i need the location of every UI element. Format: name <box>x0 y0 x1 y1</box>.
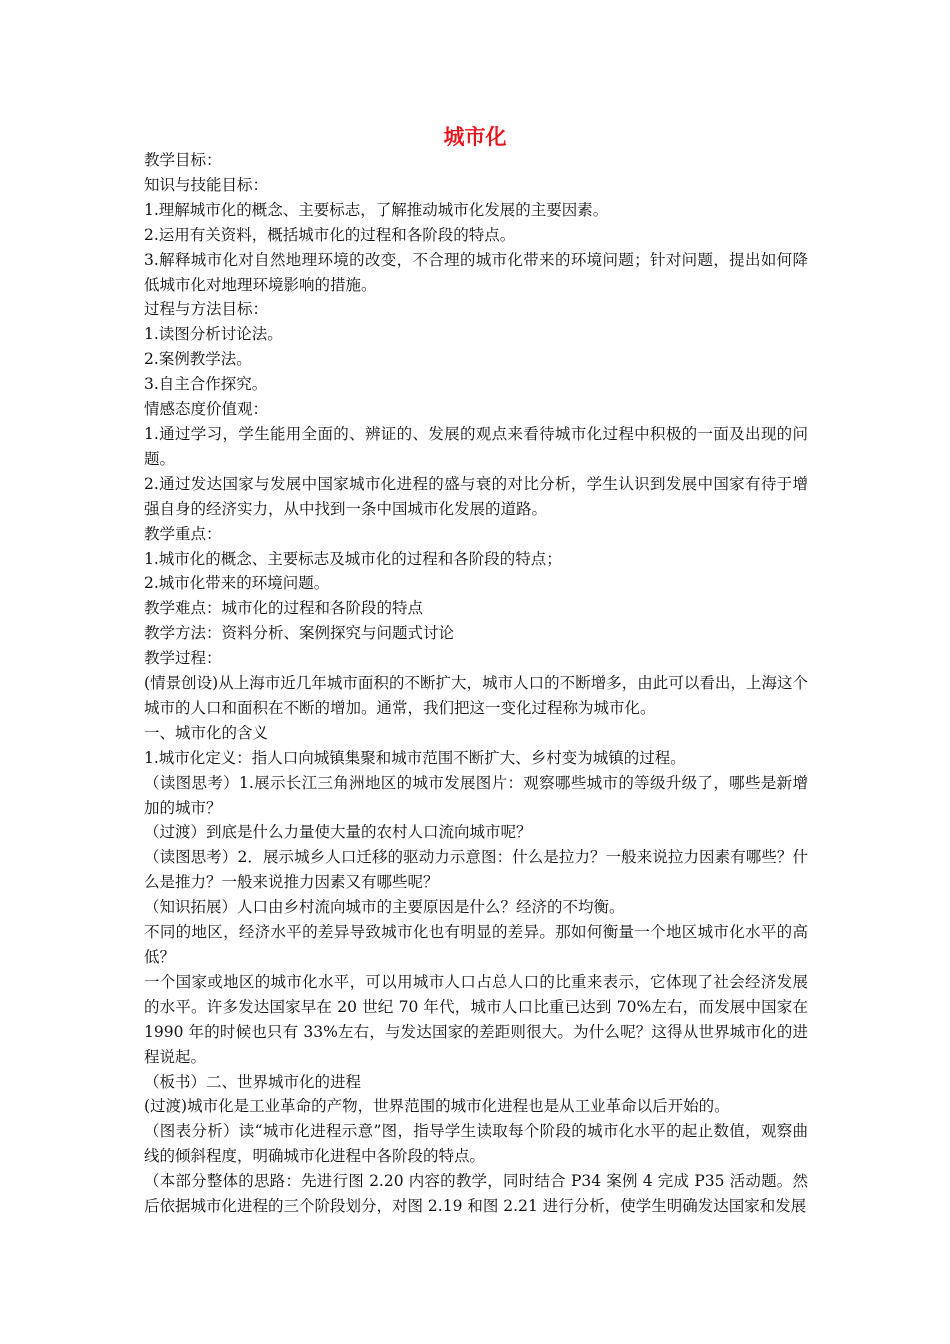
document-title: 城市化 <box>443 124 507 149</box>
paragraph: 2.城市化带来的环境问题。 <box>144 574 330 593</box>
paragraph: 2.案例教学法。 <box>144 350 252 369</box>
paragraph: 过程与方法目标： <box>144 300 269 319</box>
paragraph: （本部分整体的思路：先进行图 2.20 内容的教学，同时结合 P34 案例 4 完成 P35 活动题。然后依据城市化进程的三个阶段划分，对图 2.19 和图 2.21 进行分析，使学生明确发达国家和发展 <box>144 1172 808 1216</box>
paragraph: 教学难点：城市化的过程和各阶段的特点 <box>144 599 424 618</box>
paragraph: 1.城市化的概念、主要标志及城市化的过程和各阶段的特点； <box>144 549 562 568</box>
paragraph: (过渡)城市化是工业革命的产物，世界范围的城市化进程也是从工业革命以后开始的。 <box>144 1097 730 1116</box>
paragraph: 一、城市化的含义 <box>144 723 269 742</box>
document-body <box>144 148 808 1219</box>
paragraph: 3.自主合作探究。 <box>144 375 268 394</box>
paragraph: 不同的地区，经济水平的差异导致城市化也有明显的差异。那如何衡量一个地区城市化水平的高低？ <box>144 923 808 966</box>
paragraph: （读图思考）2．展示城乡人口迁移的驱动力示意图：什么是拉力？一般来说拉力因素有哪些？什么是推力？一般来说推力因素又有哪些呢？ <box>144 848 808 892</box>
paragraph: 1.通过学习，学生能用全面的、辨证的、发展的观点来看待城市化过程中积极的一面及出现的问题。 <box>144 424 808 468</box>
paragraph: 2.运用有关资料，概括城市化的过程和各阶段的特点。 <box>144 225 516 244</box>
paragraph: 1.城市化定义：指人口向城镇集聚和城市范围不断扩大、乡村变为城镇的过程。 <box>144 748 686 767</box>
paragraph: (情景创设)从上海市近几年城市面积的不断扩大，城市人口的不断增多，由此可以看出，上海这个城市的人口和面积在不断的增加。通常，我们把这一变化过程称为城市化。 <box>144 674 808 717</box>
paragraph: （过渡）到底是什么力量使大量的农村人口流向城市呢？ <box>144 823 532 842</box>
paragraph: 一个国家或地区的城市化水平，可以用城市人口占总人口的比重来表示，它体现了社会经济发展的水平。许多发达国家早在 20 世纪 70 年代，城市人口比重已达到 70%左右，而发展中国家在 1990 年的时候也只有 33%左右，与发达国家的差距则很大。为什么呢？这得从世界城市化的进程说起。 <box>144 972 808 1066</box>
paragraph: 情感态度价值观： <box>144 400 269 419</box>
paragraph: 3.解释城市化对自然地理环境的改变，不合理的城市化带来的环境问题；针对问题，提出如何降低城市化对地理环境影响的措施。 <box>144 250 808 294</box>
paragraph: （知识拓展）人口由乡村流向城市的主要原因是什么？经济的不均衡。 <box>144 898 625 917</box>
paragraph: 1.理解城市化的概念、主要标志，了解推动城市化发展的主要因素。 <box>144 200 609 219</box>
paragraph: 教学过程： <box>144 649 222 668</box>
paragraph: （读图思考）1.展示长江三角洲地区的城市发展图片：观察哪些城市的等级升级了，哪些是新增加的城市？ <box>144 773 808 817</box>
paragraph: 教学方法：资料分析、案例探究与问题式讨论 <box>144 624 455 643</box>
paragraph: 教学目标： <box>144 151 222 169</box>
paragraph: 1.读图分析讨论法。 <box>144 325 283 344</box>
paragraph: （图表分析）读“城市化进程示意”图，指导学生读取每个阶段的城市化水平的起止数值，观察曲线的倾斜程度，明确城市化进程中各阶段的特点。 <box>144 1122 808 1166</box>
paragraph: （板书）二、世界城市化的进程 <box>144 1072 362 1091</box>
paragraph: 教学重点： <box>144 524 222 543</box>
paragraph: 知识与技能目标： <box>144 175 269 194</box>
paragraph: 2.通过发达国家与发展中国家城市化进程的盛与衰的对比分析，学生认识到发展中国家有待于增强自身的经济实力，从中找到一条中国城市化发展的道路。 <box>144 474 808 518</box>
